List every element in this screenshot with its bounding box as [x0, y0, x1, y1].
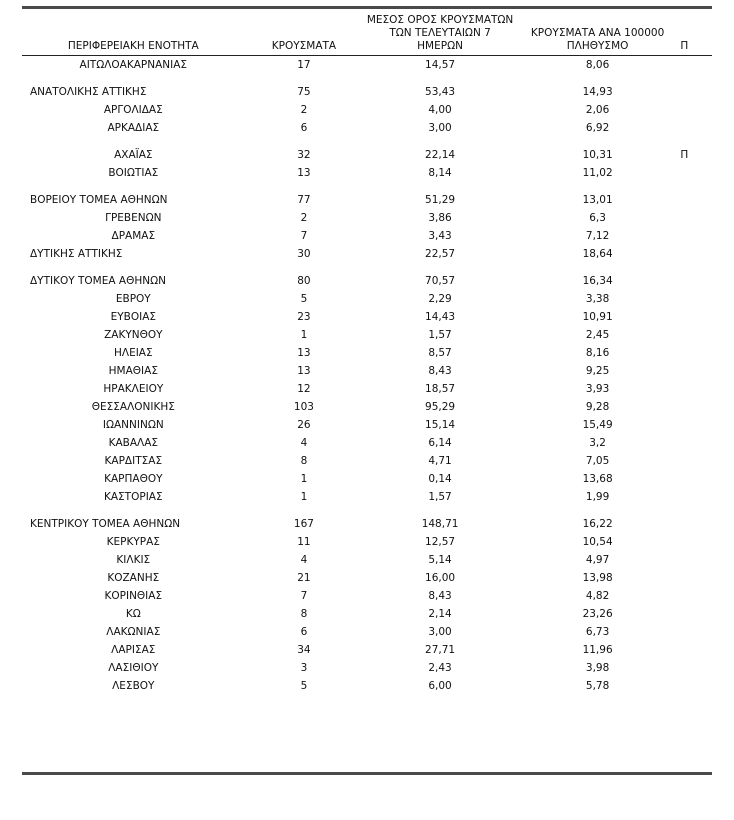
table-row	[22, 209, 712, 227]
cell-cases: 34	[297, 644, 311, 656]
cell-region: ΑΝΑΤΟΛΙΚΗΣ ΑΤΤΙΚΗΣ	[30, 86, 147, 98]
spacer-cell	[22, 74, 712, 83]
cell-extra	[678, 308, 712, 326]
table-row	[22, 146, 712, 164]
cell-avg7: 6,14	[428, 437, 452, 449]
cell-avg7: 70,57	[425, 275, 456, 287]
cell-region: ΚΑΡΔΙΤΣΑΣ	[104, 455, 163, 467]
table-row	[22, 641, 712, 659]
cell-per-100000: 10,91	[582, 311, 613, 323]
cell-avg7: 4,00	[428, 104, 452, 116]
cell-region: ΛΑΡΙΣΑΣ	[111, 644, 156, 656]
table-row-spacer	[22, 182, 712, 191]
cell-extra	[678, 101, 712, 119]
table-row	[22, 191, 712, 209]
cell-region: ΛΑΣΙΘΙΟΥ	[108, 662, 159, 674]
cell-cases: 5	[300, 293, 308, 305]
cell-per-100000: 2,45	[585, 329, 610, 341]
cell-cases: 6	[300, 122, 308, 134]
cell-extra	[678, 416, 712, 434]
cell-per-100000: 6,92	[585, 122, 610, 134]
cell-avg7: 5,14	[428, 554, 452, 566]
cell-per-100000: 9,28	[585, 401, 610, 413]
table-row	[22, 587, 712, 605]
table-row	[22, 569, 712, 587]
cell-extra	[678, 515, 712, 533]
spacer-cell	[22, 137, 712, 146]
table-row	[22, 452, 712, 470]
cell-cases: 6	[300, 626, 308, 638]
cell-avg7: 148,71	[421, 518, 459, 530]
cell-avg7: 3,43	[428, 230, 452, 242]
column-header-cases: ΚΡΟΥΣΜΑΤΑ	[245, 14, 364, 56]
table-row	[22, 515, 712, 533]
cell-per-100000: 4,82	[585, 590, 610, 602]
cell-extra	[678, 533, 712, 551]
cell-extra	[678, 488, 712, 506]
cell-region: ΑΙΤΩΛΟΑΚΑΡΝΑΝΙΑΣ	[79, 59, 188, 71]
table-row	[22, 56, 712, 75]
cell-per-100000: 23,26	[582, 608, 613, 620]
cell-avg7: 3,00	[428, 122, 452, 134]
table-row	[22, 308, 712, 326]
cell-avg7: 12,57	[425, 536, 456, 548]
cell-extra	[678, 659, 712, 677]
cell-per-100000: 3,93	[585, 383, 610, 395]
table-row	[22, 623, 712, 641]
cell-extra	[678, 587, 712, 605]
cell-per-100000: 13,01	[582, 194, 613, 206]
cell-per-100000: 3,38	[585, 293, 610, 305]
cell-per-100000: 15,49	[582, 419, 613, 431]
cell-cases: 75	[297, 86, 311, 98]
table-row	[22, 416, 712, 434]
cell-extra: Π	[680, 149, 689, 161]
cell-region: ΛΕΣΒΟΥ	[112, 680, 155, 692]
cell-avg7: 14,57	[425, 59, 456, 71]
cell-extra	[678, 380, 712, 398]
cell-region: ΑΧΑΪΑΣ	[114, 149, 153, 161]
table-row	[22, 164, 712, 182]
cell-region: ΚΕΡΚΥΡΑΣ	[106, 536, 160, 548]
cell-avg7: 8,43	[428, 590, 452, 602]
cell-per-100000: 4,97	[585, 554, 610, 566]
cell-region: ΚΩ	[125, 608, 141, 620]
cell-per-100000: 8,16	[585, 347, 610, 359]
cell-avg7: 53,43	[425, 86, 456, 98]
cell-avg7: 8,43	[428, 365, 452, 377]
cell-per-100000: 7,12	[585, 230, 610, 242]
table-row-spacer	[22, 506, 712, 515]
cell-avg7: 27,71	[425, 644, 456, 656]
cell-extra	[678, 362, 712, 380]
cell-region: ΗΜΑΘΙΑΣ	[108, 365, 158, 377]
cell-cases: 3	[300, 662, 308, 674]
cell-avg7: 3,00	[428, 626, 452, 638]
cell-avg7: 1,57	[428, 491, 452, 503]
cell-extra	[678, 119, 712, 137]
cell-per-100000: 16,34	[582, 275, 613, 287]
cell-per-100000: 2,06	[585, 104, 610, 116]
table-row	[22, 551, 712, 569]
cell-region: ΔΥΤΙΚΗΣ ΑΤΤΙΚΗΣ	[30, 248, 123, 260]
cell-avg7: 4,71	[428, 455, 452, 467]
table-row-spacer	[22, 137, 712, 146]
table-row	[22, 659, 712, 677]
cell-cases: 26	[297, 419, 311, 431]
cell-cases: 13	[297, 167, 311, 179]
spacer-cell	[22, 263, 712, 272]
cell-region: ΑΡΓΟΛΙΔΑΣ	[103, 104, 163, 116]
cell-cases: 32	[297, 149, 311, 161]
cell-cases: 2	[300, 104, 308, 116]
table-row	[22, 362, 712, 380]
cell-avg7: 3,86	[428, 212, 452, 224]
cell-cases: 17	[297, 59, 311, 71]
cell-region: ΒΟΡΕΙΟΥ ΤΟΜΕΑ ΑΘΗΝΩΝ	[30, 194, 168, 206]
cell-per-100000: 10,54	[582, 536, 613, 548]
cell-per-100000: 13,98	[582, 572, 613, 584]
cell-per-100000: 3,98	[585, 662, 610, 674]
cell-avg7: 18,57	[425, 383, 456, 395]
cell-cases: 1	[300, 491, 308, 503]
cell-cases: 21	[297, 572, 311, 584]
cell-cases: 7	[300, 590, 308, 602]
spacer-cell	[22, 506, 712, 515]
cell-region: ΚΕΝΤΡΙΚΟΥ ΤΟΜΕΑ ΑΘΗΝΩΝ	[30, 518, 181, 530]
cell-avg7: 15,14	[425, 419, 456, 431]
cell-extra	[678, 326, 712, 344]
table-row	[22, 434, 712, 452]
cell-extra	[678, 191, 712, 209]
cell-extra	[678, 641, 712, 659]
cell-avg7: 22,57	[425, 248, 456, 260]
cell-region: ΘΕΣΣΑΛΟΝΙΚΗΣ	[91, 401, 175, 413]
cell-extra	[678, 56, 712, 75]
cell-cases: 80	[297, 275, 311, 287]
cell-cases: 8	[300, 455, 308, 467]
table-row	[22, 245, 712, 263]
cell-avg7: 0,14	[428, 473, 452, 485]
cell-cases: 8	[300, 608, 308, 620]
cell-extra	[678, 272, 712, 290]
cell-cases: 77	[297, 194, 311, 206]
cell-region: ΚΙΛΚΙΣ	[116, 554, 151, 566]
cell-avg7: 2,14	[428, 608, 452, 620]
cell-extra	[678, 551, 712, 569]
cell-extra	[678, 164, 712, 182]
cell-region: ΓΡΕΒΕΝΩΝ	[105, 212, 162, 224]
spacer-cell	[22, 182, 712, 191]
cell-extra	[678, 227, 712, 245]
cell-cases: 1	[300, 473, 308, 485]
table-row-spacer	[22, 74, 712, 83]
table-row	[22, 290, 712, 308]
cell-avg7: 14,43	[425, 311, 456, 323]
cell-cases: 4	[300, 437, 308, 449]
cell-per-100000: 18,64	[582, 248, 613, 260]
top-rule	[22, 6, 712, 9]
cell-cases: 23	[297, 311, 311, 323]
cell-extra	[678, 470, 712, 488]
cell-cases: 2	[300, 212, 308, 224]
cell-per-100000: 10,31	[582, 149, 613, 161]
cell-cases: 103	[293, 401, 314, 413]
cell-region: ΔΥΤΙΚΟΥ ΤΟΜΕΑ ΑΘΗΝΩΝ	[30, 275, 166, 287]
cell-extra	[678, 344, 712, 362]
cell-avg7: 22,14	[425, 149, 456, 161]
cell-avg7: 8,57	[428, 347, 452, 359]
cell-per-100000: 9,25	[585, 365, 610, 377]
cell-avg7: 1,57	[428, 329, 452, 341]
cell-avg7: 16,00	[425, 572, 456, 584]
column-header-per-100000: ΚΡΟΥΣΜΑΤΑ ΑΝΑ 100000 ΠΛΗΘΥΣΜΟ	[517, 14, 678, 56]
cell-extra	[678, 245, 712, 263]
cell-per-100000: 3,2	[589, 437, 606, 449]
cell-region: ΚΑΒΑΛΑΣ	[108, 437, 159, 449]
cell-per-100000: 5,78	[585, 680, 610, 692]
cell-avg7: 2,29	[428, 293, 452, 305]
cell-cases: 13	[297, 365, 311, 377]
cell-avg7: 8,14	[428, 167, 452, 179]
column-header-region: ΠΕΡΙΦΕΡΕΙΑΚΗ ΕΝΟΤΗΤΑ	[22, 14, 245, 56]
cell-region: ΛΑΚΩΝΙΑΣ	[106, 626, 161, 638]
cell-avg7: 2,43	[428, 662, 452, 674]
table-row-spacer	[22, 263, 712, 272]
table-row	[22, 605, 712, 623]
cell-region: ΚΟΡΙΝΘΙΑΣ	[104, 590, 163, 602]
table-row	[22, 470, 712, 488]
cell-cases: 12	[297, 383, 311, 395]
cell-avg7: 95,29	[425, 401, 456, 413]
cell-cases: 4	[300, 554, 308, 566]
cell-avg7: 6,00	[428, 680, 452, 692]
table-row	[22, 272, 712, 290]
cell-per-100000: 1,99	[585, 491, 610, 503]
cell-extra	[678, 677, 712, 695]
table-row	[22, 119, 712, 137]
cell-extra	[678, 83, 712, 101]
cell-per-100000: 8,06	[585, 59, 610, 71]
cell-region: ΔΡΑΜΑΣ	[111, 230, 156, 242]
cell-cases: 30	[297, 248, 311, 260]
cell-cases: 13	[297, 347, 311, 359]
cell-per-100000: 7,05	[585, 455, 610, 467]
cell-cases: 11	[297, 536, 311, 548]
cell-region: ΚΑΡΠΑΘΟΥ	[104, 473, 163, 485]
cell-region: ΖΑΚΥΝΘΟΥ	[104, 329, 163, 341]
cell-region: ΗΛΕΙΑΣ	[113, 347, 153, 359]
cell-cases: 1	[300, 329, 308, 341]
cell-extra	[678, 605, 712, 623]
cell-extra	[678, 623, 712, 641]
column-header-avg7: ΜΕΣΟΣ ΟΡΟΣ ΚΡΟΥΣΜΑΤΩΝ ΤΩΝ ΤΕΛΕΥΤΑΙΩΝ 7 ΗΜΕΡΩΝ	[363, 14, 517, 56]
cell-extra	[678, 569, 712, 587]
cell-cases: 5	[300, 680, 308, 692]
cell-extra	[678, 209, 712, 227]
cell-per-100000: 6,73	[585, 626, 610, 638]
cell-region: ΒΟΙΩΤΙΑΣ	[108, 167, 159, 179]
table-row	[22, 101, 712, 119]
cell-cases: 7	[300, 230, 308, 242]
bottom-rule	[22, 772, 712, 775]
cell-cases: 167	[293, 518, 314, 530]
table-row	[22, 326, 712, 344]
cell-region: ΚΑΣΤΟΡΙΑΣ	[103, 491, 163, 503]
table-row	[22, 398, 712, 416]
table-row	[22, 227, 712, 245]
table-row	[22, 677, 712, 695]
cell-per-100000: 11,96	[582, 644, 613, 656]
cell-region: ΚΟΖΑΝΗΣ	[107, 572, 160, 584]
cell-region: ΗΡΑΚΛΕΙΟΥ	[103, 383, 164, 395]
table-row	[22, 488, 712, 506]
column-header-extra: Π	[678, 14, 712, 56]
table-header	[22, 14, 712, 56]
cell-region: ΕΒΡΟΥ	[115, 293, 151, 305]
table-row	[22, 533, 712, 551]
cell-per-100000: 16,22	[582, 518, 613, 530]
cell-extra	[678, 398, 712, 416]
cell-per-100000: 11,02	[582, 167, 613, 179]
cell-extra	[678, 452, 712, 470]
cell-avg7: 51,29	[425, 194, 456, 206]
table-body	[22, 56, 712, 696]
table-row	[22, 380, 712, 398]
cell-per-100000: 6,3	[589, 212, 606, 224]
cell-region: ΙΩΑΝΝΙΝΩΝ	[102, 419, 164, 431]
table-row	[22, 344, 712, 362]
regional-cases-table	[22, 14, 712, 695]
cell-extra	[678, 434, 712, 452]
cell-per-100000: 14,93	[582, 86, 613, 98]
table-row	[22, 83, 712, 101]
cell-region: ΑΡΚΑΔΙΑΣ	[107, 122, 160, 134]
cell-per-100000: 13,68	[582, 473, 613, 485]
cell-extra	[678, 290, 712, 308]
cell-region: ΕΥΒΟΙΑΣ	[110, 311, 157, 323]
